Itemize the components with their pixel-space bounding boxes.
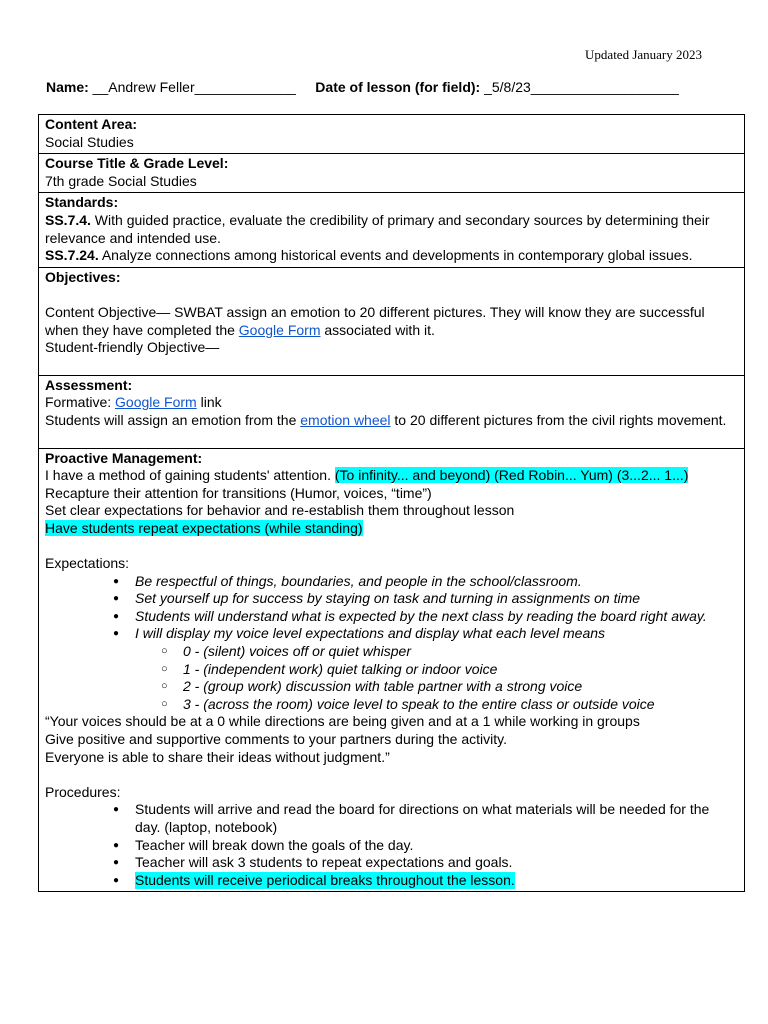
- objectives-label: Objectives:: [45, 268, 121, 285]
- date-value: _5/8/23___________________: [480, 79, 679, 95]
- course-row: [39, 153, 744, 192]
- management-row: [39, 448, 744, 892]
- attention-cues-highlight: (To infinity... and beyond) (Red Robin... Yum) (3...2... 1...): [334, 467, 689, 484]
- list-item: ● Students will receive periodical breaks throughout the lesson.: [135, 872, 515, 890]
- voice-levels-list: [135, 643, 738, 713]
- name-value: __Andrew Feller_____________: [88, 79, 296, 95]
- recapture-attention: Recapture their attention for transitions (Humor, voices, “time”): [45, 484, 432, 501]
- name-date-line: [46, 79, 746, 97]
- list-item: ○ 2 - (group work) discussion with table partner with a strong voice: [183, 678, 738, 696]
- standard-code: SS.7.24.: [45, 247, 99, 264]
- procedures-label: Procedures:: [45, 783, 121, 800]
- list-item: ● Set yourself up for success by staying on task and turning in assignments on time: [135, 590, 738, 608]
- content-objective: Content Objective— SWBAT assign an emotion to 20 different pictures. They will know they are successful when they have completed the Google Form associated with it.: [45, 303, 705, 338]
- formative-line: Formative: Google Form link: [45, 394, 222, 411]
- assessment-detail: Students will assign an emotion from the emotion wheel to 20 different pictures from the civil rights movement.: [45, 411, 727, 428]
- quote-line: Give positive and supportive comments to your partners during the activity.: [45, 731, 507, 747]
- objectives-row: [39, 267, 744, 375]
- standard-text: Analyze connections among historical events and developments in contemporary global issues.: [98, 247, 693, 264]
- assessment-label: Assessment:: [45, 376, 133, 393]
- quote-line: “Your voices should be at a 0 while directions are being given and at a 1 while working in groups: [45, 713, 640, 730]
- google-form-link[interactable]: Google Form: [238, 321, 321, 338]
- management-label: Proactive Management:: [45, 449, 203, 466]
- content-area-label: Content Area:: [45, 116, 138, 132]
- expectations-label: Expectations:: [45, 555, 130, 572]
- standard-item: [45, 247, 738, 265]
- list-item: ○ 3 - (across the room) voice level to speak to the entire class or outside voice: [183, 696, 738, 714]
- emotion-wheel-link[interactable]: emotion wheel: [300, 411, 391, 428]
- google-form-link[interactable]: Google Form: [115, 394, 197, 411]
- standard-code: SS.7.4.: [45, 211, 91, 228]
- list-item: ● I will display my voice level expectations and display what each level means ○ 0 - (silent) voices off or quiet whisper ○ 1 - (independent work) quiet talking or indoor voice ○ 2 - (group work) discussion with table partner with a strong voice ○ 3 - (across the room) voice level to speak to the entire class or outside voice: [135, 625, 738, 713]
- course-value: 7th grade Social Studies: [45, 172, 197, 189]
- list-item: ● Be respectful of things, boundaries, and people in the school/classroom.: [135, 573, 738, 591]
- repeat-expectations-highlight: Have students repeat expectations (while standing): [45, 519, 363, 536]
- list-item: ● Students will arrive and read the board for directions on what materials will be needed for the day. (laptop, notebook): [135, 801, 738, 836]
- quote-line: Everyone is able to share their ideas without judgment.”: [45, 748, 390, 765]
- student-friendly-objective: Student-friendly Objective—: [45, 339, 220, 356]
- attention-method: I have a method of gaining students' attention. (To infinity... and beyond) (Red Robin... Yum) (3...2... 1...): [45, 467, 689, 484]
- course-label: Course Title & Grade Level:: [45, 155, 229, 172]
- updated-date: Updated January 2023: [585, 47, 702, 62]
- standard-item: [45, 212, 738, 247]
- assessment-row: [39, 375, 744, 448]
- content-area-value: Social Studies: [45, 133, 134, 150]
- list-item: ● Teacher will break down the goals of the day.: [135, 837, 738, 855]
- name-label: Name:: [46, 79, 89, 95]
- repeat-expectations: [45, 520, 738, 538]
- list-item: ○ 1 - (independent work) quiet talking or indoor voice: [183, 661, 738, 679]
- expectations-list: [45, 573, 738, 714]
- procedures-list: [45, 801, 738, 889]
- standard-text: With guided practice, evaluate the credibility of primary and secondary sources by determining their relevance and intended use.: [45, 211, 710, 246]
- list-item: ○ 0 - (silent) voices off or quiet whisper: [183, 643, 738, 661]
- list-item: ● Teacher will ask 3 students to repeat expectations and goals.: [135, 854, 738, 872]
- standards-row: [39, 192, 744, 266]
- content-area-row: [39, 115, 744, 153]
- list-item: ● Students will understand what is expected by the next class by reading the board right away.: [135, 608, 738, 626]
- lesson-plan-table: [38, 114, 745, 892]
- set-expectations: Set clear expectations for behavior and re-establish them throughout lesson: [45, 502, 515, 519]
- standards-label: Standards:: [45, 194, 119, 211]
- date-label: Date of lesson (for field):: [315, 79, 481, 95]
